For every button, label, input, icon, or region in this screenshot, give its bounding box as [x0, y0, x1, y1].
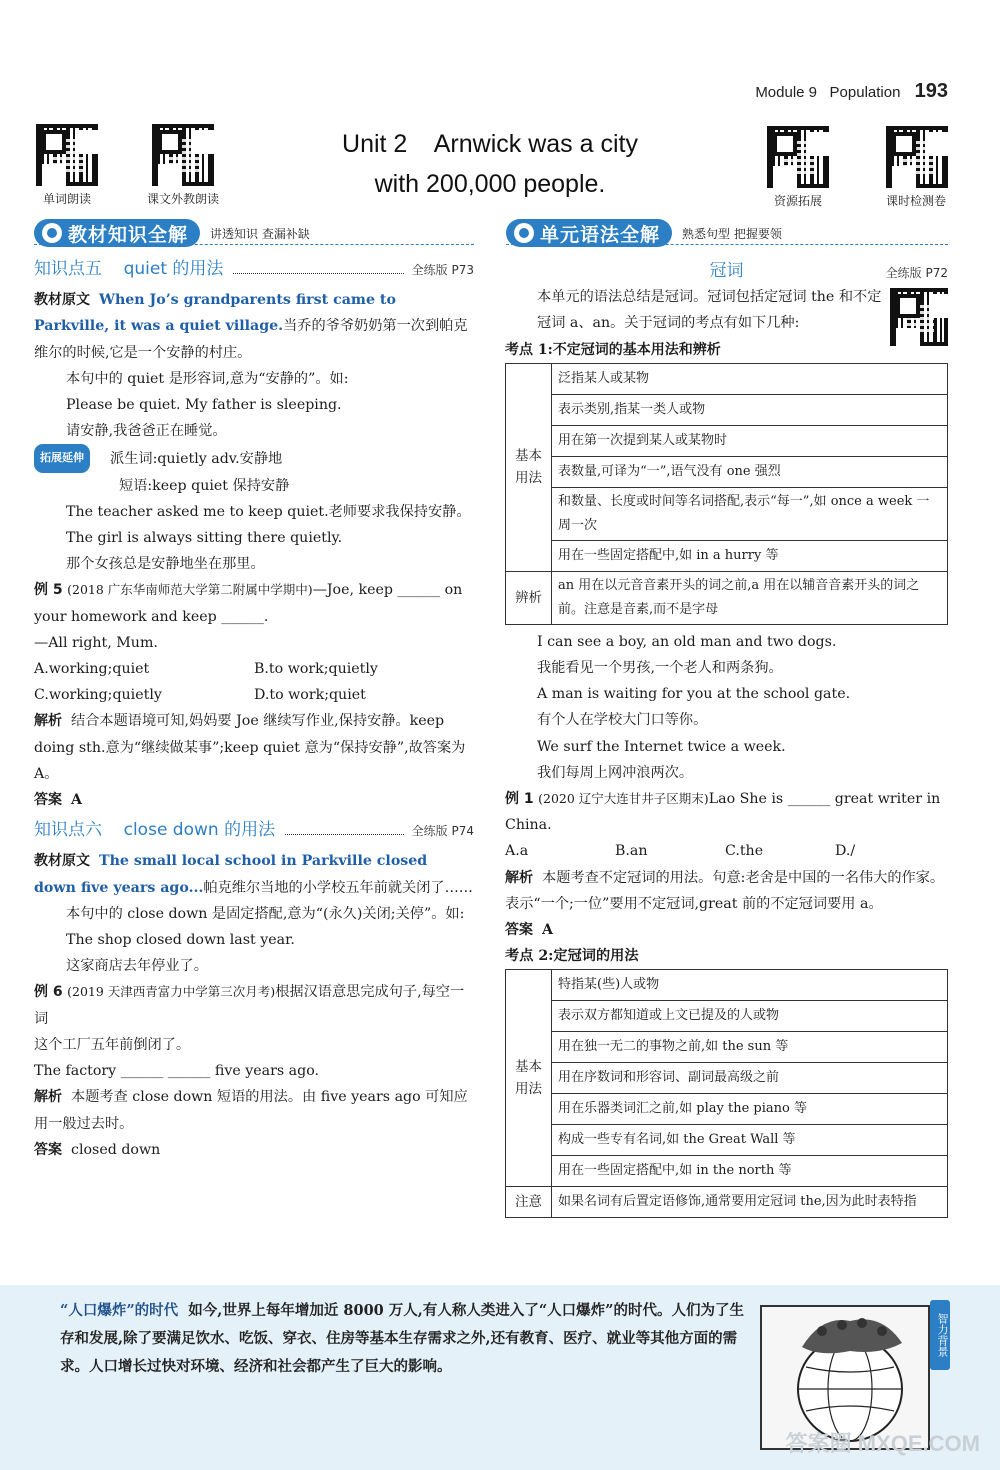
table-category: 注意 [506, 1187, 552, 1218]
page-number: 193 [914, 80, 948, 102]
answer-label: 答案 [34, 1141, 62, 1158]
example-cn: 请安静,我爸爸正在睡觉。 [66, 423, 227, 440]
table-row: 用在序数词和形容词、副词最高级之前 [552, 1063, 948, 1094]
analysis-text: 本题考查不定冠词的用法。句意:老舍是中国的一名伟大的作家。表示“一个;一位”要用不定冠词,great 前的不定冠词要用 a。 [505, 869, 945, 912]
kp5-title: 知识点五 quiet 的用法 [34, 259, 224, 279]
qr-code-text-reading[interactable] [152, 124, 214, 186]
option[interactable]: D.to work;quiet [254, 687, 366, 704]
unit-title-line2: with 200,000 people. [374, 170, 606, 198]
kp5-heading [34, 256, 474, 283]
question-label: 例 5 [34, 582, 63, 599]
module-label: Module 9 [755, 84, 818, 101]
option[interactable]: A.a [505, 843, 529, 860]
example-cn: 我们每周上网冲浪两次。 [537, 764, 694, 781]
qr-code-word-reading[interactable] [36, 124, 98, 186]
answer-label: 答案 [505, 922, 533, 939]
banner-rule [506, 244, 948, 245]
banner-sub: 讲透知识 查漏补缺 [210, 226, 310, 241]
definite-article-table [505, 969, 948, 1218]
table-row: 用在第一次提到某人或某物时 [552, 425, 948, 456]
option[interactable]: C.the [725, 843, 764, 860]
question-text: —Joe, keep ______ on your homework and keep ______. [34, 582, 463, 625]
qr-code-resources[interactable] [767, 126, 829, 188]
question-label: 例 1 [505, 791, 534, 808]
banner-sub: 熟悉句型 把握要领 [682, 226, 782, 241]
table-category: 基本用法 [506, 970, 552, 1187]
example-en: The teacher asked me to keep quiet. [66, 503, 329, 520]
table-row: 构成一些专有名词,如 the Great Wall 等 [552, 1125, 948, 1156]
example-cn: 这家商店去年停业了。 [66, 958, 208, 975]
table-row: 如果名词有后置定语修饰,通常要用定冠词 the,因为此时表特指 [552, 1187, 948, 1218]
option[interactable]: D./ [835, 843, 856, 860]
kp6-ref: 全练版 P74 [411, 824, 474, 839]
unit-title [300, 124, 680, 204]
source-chinese: 帕克维尔当地的小学校五年前就关闭了…… [203, 879, 473, 896]
table-row: 用在乐器类词汇之前,如 play the piano 等 [552, 1094, 948, 1125]
table-category: 辨析 [506, 571, 552, 624]
option[interactable]: C.working;quietly [34, 687, 162, 704]
example-en: A man is waiting for you at the school gate. [537, 686, 851, 703]
options [505, 838, 948, 864]
example-en: We surf the Internet twice a week. [537, 738, 786, 755]
kp5-note: 本句中的 quiet 是形容词,意为“安静的”。如: [66, 370, 349, 387]
qr-code-test-paper[interactable] [886, 126, 948, 188]
background-body: 如今,世界上每年增加近 8000 万人,有人称人类进入了“人口爆炸”的时代。人们为了生存和发展,除了要满足饮水、吃饭、穿衣、住房等基本生存需求之外,还有教育、医疗、就业等其他方面的需求。人口增长过快对环境、经济和社会都产生了巨大的影响。 [60, 1302, 745, 1375]
question-label: 例 6 [34, 984, 63, 1001]
analysis-label: 解析 [34, 1089, 62, 1106]
source-english: The small local school in Parkville closed down five years ago... [34, 853, 428, 896]
table-row: 特指某(些)人或物 [552, 970, 948, 1001]
options [34, 656, 474, 682]
answer-text: A [71, 792, 83, 809]
grammar-heading [505, 258, 948, 284]
question-text: 根据汉语意思完成句子,每空一词 [34, 984, 465, 1027]
background-title: “人口爆炸”的时代 [60, 1302, 179, 1319]
question-source: (2020 辽宁大连甘井子区期末) [538, 791, 709, 807]
example-cn: 有个人在学校大门口等你。 [537, 712, 708, 729]
option[interactable]: B.to work;quietly [254, 661, 378, 678]
qr-label: 单词朗读 [42, 192, 91, 206]
question-text: 这个工厂五年前倒闭了。 [34, 1036, 191, 1053]
kp6-heading [34, 817, 474, 844]
analysis-text: 结合本题语境可知,妈妈要 Joe 继续写作业,保持安静。keep doing sth.意为“继续做某事”;keep quiet 意为“保持安静”,故答案为 A。 [34, 713, 466, 782]
answer-text: A [542, 922, 554, 939]
qr-label: 资源拓展 [773, 194, 822, 208]
table-row: an 用在以元音音素开头的词之前,a 用在以辅音音素开头的词之前。注意是音素,而不是字母 [552, 571, 948, 624]
analysis-label: 解析 [505, 869, 533, 886]
example-cn: 我能看见一个男孩,一个老人和两条狗。 [537, 660, 783, 677]
analysis-text: 本题考查 close down 短语的用法。由 five years ago 可知应用一般过去时。 [34, 1089, 468, 1132]
source-label: 教材原文 [34, 853, 90, 870]
example-cn: 那个女孩总是安静地坐在那里。 [66, 556, 265, 573]
kp6-title: 知识点六 close down 的用法 [34, 820, 276, 841]
background-text [60, 1297, 745, 1381]
options [34, 682, 474, 708]
question-text: The factory ______ ______ five years ago. [34, 1063, 320, 1080]
banner-label: 教材知识全解 [68, 223, 189, 246]
indefinite-article-table [505, 363, 948, 625]
running-head [755, 80, 948, 103]
table-row: 表示类别,指某一类人或物 [552, 394, 948, 425]
kd1-heading: 考点 1:不定冠词的基本用法和辨析 [505, 341, 721, 358]
table-row: 表示双方都知道或上文已提及的人或物 [552, 1001, 948, 1032]
source-chinese: 当乔的爷爷奶奶第一次到帕克维尔的时候,它是一个安静的村庄。 [34, 318, 468, 361]
source-label: 教材原文 [34, 292, 90, 309]
table-row: 和数量、长度或时间等名词搭配,表示“每一”,如 once a week 一周一次 [552, 487, 948, 540]
topic-label: Population [829, 84, 901, 101]
kp6-note: 本句中的 close down 是固定搭配,意为“(永久)关闭;关停”。如: [66, 905, 465, 922]
question-source: (2018 广东华南师范大学第二附属中学期中) [67, 582, 313, 598]
example-en: The girl is always sitting there quietly. [66, 530, 343, 547]
example-cn: 老师要求我保持安静。 [328, 503, 471, 520]
qr-code-grammar[interactable] [890, 288, 948, 346]
answer-text: closed down [71, 1141, 161, 1158]
kp5-ref: 全练版 P73 [411, 263, 474, 277]
grammar-title: 冠词 [709, 261, 744, 281]
kd2-heading: 考点 2:定冠词的用法 [505, 948, 639, 965]
speaker-icon [514, 223, 534, 243]
option[interactable]: B.an [615, 843, 648, 860]
qr-label: 课时检测卷 [885, 194, 946, 208]
grammar-intro: 本单元的语法总结是冠词。冠词包括定冠词 the 和不定冠词 a、an。关于冠词的考点有如下几种: [537, 289, 882, 332]
example-en: The shop closed down last year. [66, 932, 295, 949]
extension-derivative: 派生词:quietly adv.安静地 [110, 450, 283, 467]
banner-rule [34, 244, 474, 245]
source-english: When Jo’s grandparents first came to Parkville, it was a quiet village. [34, 292, 396, 335]
unit-title-line1: Unit 2 Arnwick was a city [342, 130, 638, 158]
question-text: Lao She is ______ great writer in China. [505, 791, 941, 834]
table-row: 用在一些固定搭配中,如 in the north 等 [552, 1156, 948, 1187]
question-text: —All right, Mum. [34, 634, 158, 651]
watermark: 答案圈 MXQE.COM [785, 1431, 980, 1456]
table-category: 基本用法 [506, 363, 552, 571]
table-row: 泛指某人或某物 [552, 363, 948, 394]
background-tag: 智力背景 [930, 1300, 950, 1370]
extension-badge: 拓展延伸 [34, 444, 90, 472]
extension-phrase: 短语:keep quiet 保持安静 [119, 477, 290, 494]
example-en: I can see a boy, an old man and two dogs. [537, 633, 837, 650]
speaker-icon [42, 223, 62, 243]
banner-label: 单元语法全解 [540, 223, 661, 246]
left-column [34, 256, 474, 1163]
qr-label: 课文外教朗读 [146, 192, 219, 206]
table-row: 用在一些固定搭配中,如 in a hurry 等 [552, 540, 948, 571]
analysis-label: 解析 [34, 713, 62, 730]
table-row: 用在独一无二的事物之前,如 the sun 等 [552, 1032, 948, 1063]
right-column [505, 258, 948, 1218]
question-source: (2019 天津西青富力中学第三次月考) [67, 984, 276, 1000]
answer-label: 答案 [34, 792, 62, 809]
table-row: 表数量,可译为“一”,语气没有 one 强烈 [552, 456, 948, 487]
example-en: Please be quiet. My father is sleeping. [66, 397, 342, 414]
option[interactable]: A.working;quiet [34, 661, 150, 678]
grammar-ref: 全练版 P72 [885, 266, 948, 280]
